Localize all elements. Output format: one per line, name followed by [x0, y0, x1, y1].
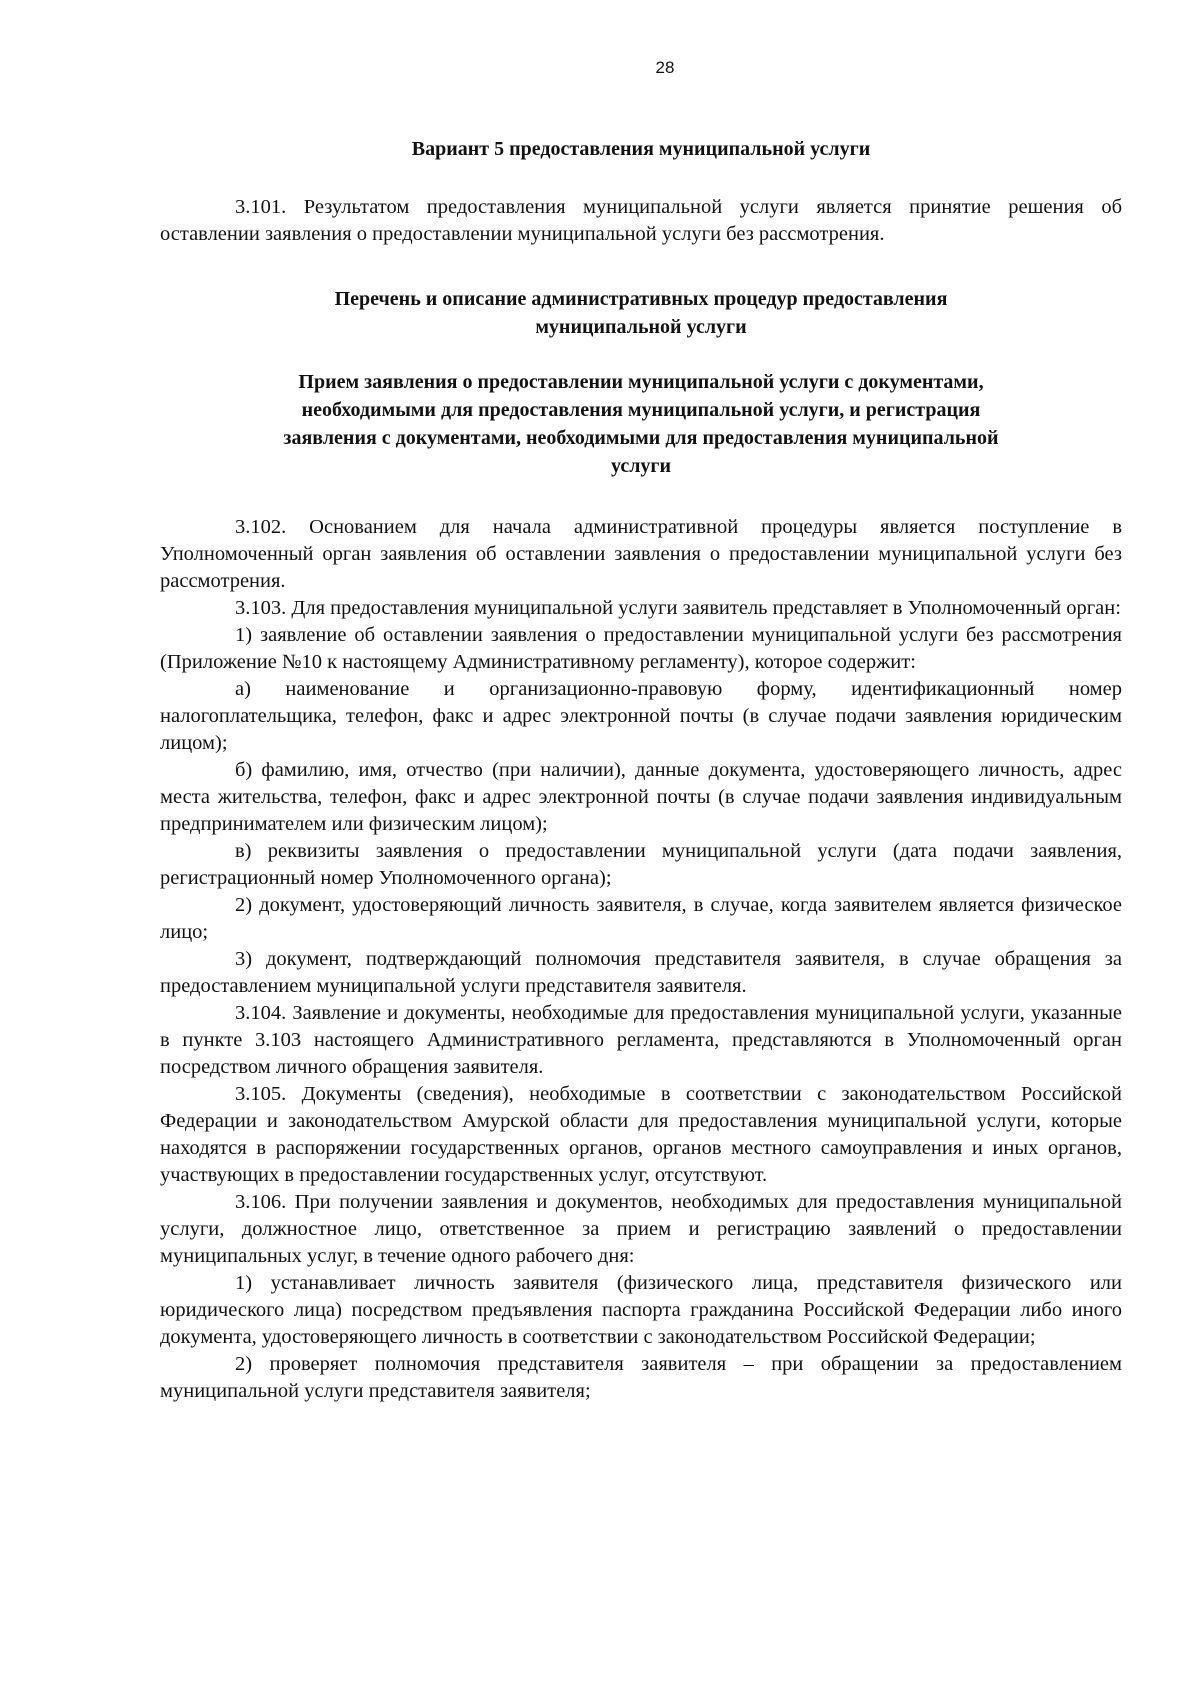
- procedures-list-heading-line-2: муниципальной услуги: [535, 316, 747, 338]
- paragraph-3-103-item-2: 2) документ, удостоверяющий личность заявителя, в случае, когда заявителем является физическое лицо;: [160, 894, 1122, 943]
- variant-heading: Вариант 5 предоставления муниципальной услуги: [411, 138, 871, 160]
- paragraph-3-103-item-3: 3) документ, подтверждающий полномочия представителя заявителя, в случае обращения за предоставлением муниципальной услуги представителя заявителя.: [160, 948, 1122, 997]
- paragraph-3-106-item-1: 1) устанавливает личность заявителя (физического лица, представителя физического или юридического лица) посредством предъявления паспорта гражданина Российской Федерации либо иного документа, удостоверяющего личность в соответствии с законодательством Российской Федерации;: [160, 1272, 1122, 1348]
- procedures-list-heading: [160, 285, 1122, 341]
- paragraph-3-103: 3.103. Для предоставления муниципальной услуги заявитель представляет в Уполномоченный орган:: [235, 597, 1121, 619]
- paragraph-3-101: 3.101. Результатом предоставления муниципальной услуги является принятие решения об оставлении заявления о предоставлении муниципальной услуги без рассмотрения.: [160, 196, 1122, 245]
- page-number: 28: [655, 58, 675, 77]
- reception-heading-line-3: заявления с документами, необходимыми для предоставления муниципальной: [283, 427, 999, 449]
- paragraph-3-105: 3.105. Документы (сведения), необходимые в соответствии с законодательством Российской Федерации и законодательством Амурской области для предоставления муниципальной услуги, которые находятся в распоряжении государственных органов, органов местного самоуправления и иных органов, участвующих в предоставлении государственных услуг, отсутствуют.: [160, 1083, 1122, 1186]
- reception-heading: [160, 368, 1122, 480]
- reception-heading-line-2: необходимыми для предоставления муниципальной услуги, и регистрация: [301, 399, 981, 421]
- paragraph-3-104: 3.104. Заявление и документы, необходимые для предоставления муниципальной услуги, указанные в пункте 3.103 настоящего Административного регламента, представляются в Уполномоченный орган посредством личного обращения заявителя.: [160, 1002, 1122, 1078]
- paragraph-3-103-item-1-b: б) фамилию, имя, отчество (при наличии), данные документа, удостоверяющего личность, адрес места жительства, телефон, факс и адрес электронной почты (в случае подачи заявления индивидуальным предпринимателем или физическим лицом);: [160, 759, 1122, 835]
- reception-heading-line-1: Прием заявления о предоставлении муниципальной услуги с документами,: [298, 371, 984, 393]
- paragraph-3-103-item-1: 1) заявление об оставлении заявления о предоставлении муниципальной услуги без рассмотрения (Приложение №10 к настоящему Административному регламенту), которое содержит:: [160, 624, 1122, 673]
- reception-heading-line-4: услуги: [610, 455, 672, 477]
- paragraph-3-102: 3.102. Основанием для начала административной процедуры является поступление в Уполномоченный орган заявления об оставлении заявления о предоставлении муниципальной услуги без рассмотрения.: [160, 516, 1122, 592]
- procedures-list-heading-line-1: Перечень и описание административных процедур предоставления: [334, 288, 948, 310]
- paragraph-3-106: 3.106. При получении заявления и документов, необходимых для предоставления муниципальной услуги, должностное лицо, ответственное за прием и регистрацию заявлений о предоставлении муниципальных услуг, в течение одного рабочего дня:: [160, 1191, 1122, 1267]
- paragraph-3-106-item-2: 2) проверяет полномочия представителя заявителя – при обращении за предоставлением муниципальной услуги представителя заявителя;: [160, 1353, 1122, 1402]
- paragraph-3-103-item-1-v: в) реквизиты заявления о предоставлении муниципальной услуги (дата подачи заявления, регистрационный номер Уполномоченного органа);: [160, 840, 1122, 889]
- paragraph-3-103-item-1-a: а) наименование и организационно-правовую форму, идентификационный номер налогоплательщика, телефон, факс и адрес электронной почты (в случае подачи заявления юридическим лицом);: [160, 678, 1122, 754]
